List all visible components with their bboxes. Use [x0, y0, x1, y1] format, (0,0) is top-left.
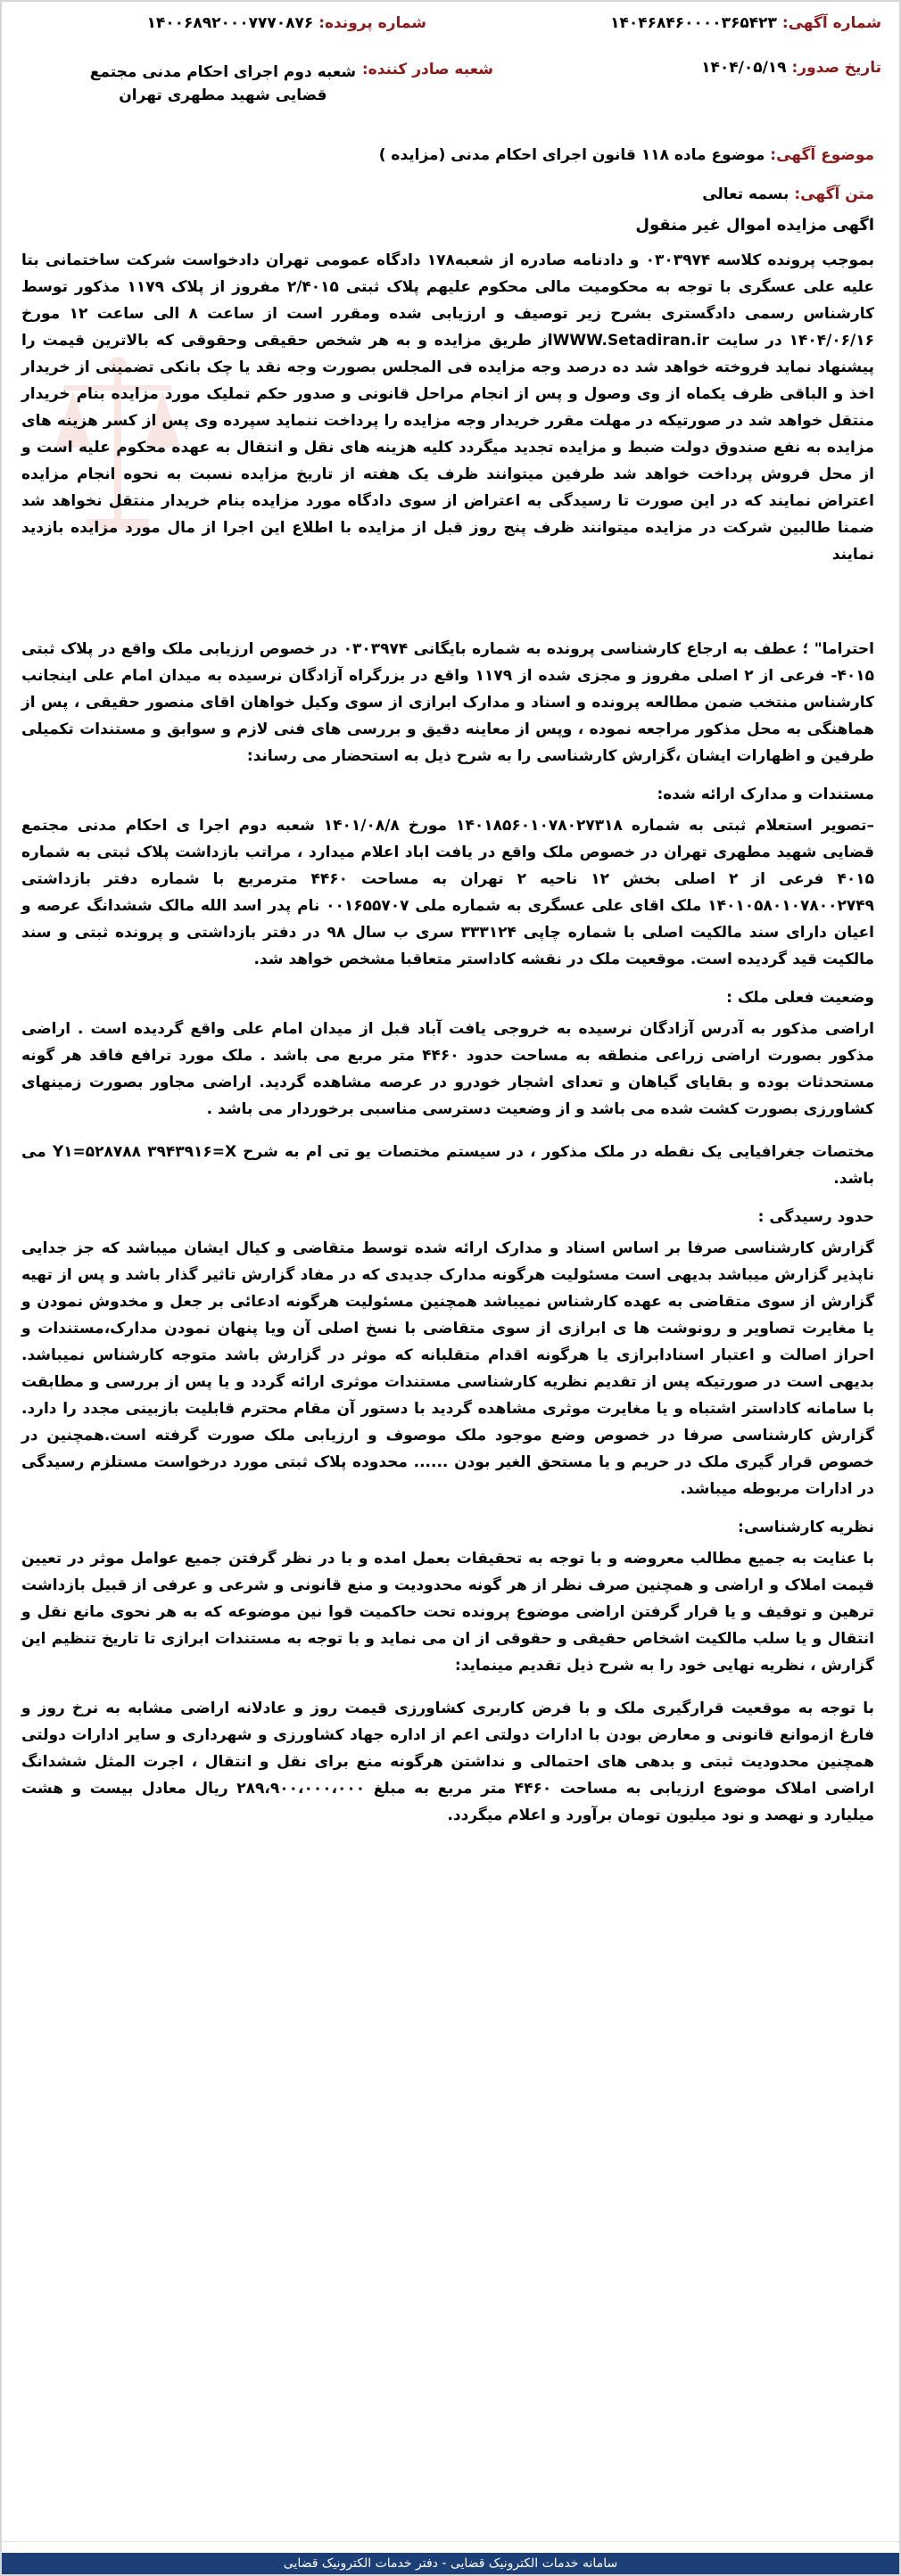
- ad-number-value: ۱۴۰۴۶۸۴۶۰۰۰۰۳۶۵۴۲۳: [610, 14, 777, 32]
- issuer-label: شعبه صادر کننده:: [361, 61, 493, 78]
- footer-text: سامانه خدمات الکترونیک قضایی - دفتر خدمات الکترونیک قضایی: [283, 2556, 618, 2571]
- section-current-status: وضعیت فعلی ملک :: [726, 989, 874, 1007]
- body-label-line: [21, 185, 874, 203]
- case-number-label: شماره پرونده:: [318, 14, 426, 32]
- section-opinion: نظریه کارشناسی:: [738, 1518, 874, 1536]
- footer-divider: [2, 2541, 899, 2542]
- subject-line: [21, 146, 874, 164]
- case-number-value: ۱۴۰۰۶۸۹۲۰۰۰۷۷۷۰۸۷۶: [146, 14, 314, 32]
- auction-paragraph: بموجب پرونده کلاسه ۰۳۰۳۹۷۴ و دادنامه صادره از شعبه۱۷۸ دادگاه عمومی تهران دادخواست شرکت ساختمانی بتا علیه علی عسگری با توجه به محکومیت مالی محکوم علیهم پلاک ثبتی ۲/۴۰۱۵ مفروز از پلاک ۱۱۷۹ مذکور توسط کارشناس رسمی دادگستری بشرح زیر توصیف و ارزیابی شده ومقرر است از ساعت ۸ الی ساعت ۱۲ مورخ ۱۴۰۴/۰۶/۱۶ در سایت WWW.Setadiran.irاز طریق مزایده و به هر شخص حقیقی وحقوقی که بالاترین قیمت را پیشنهاد نماید فروخته خواهد شد ده درصد وجه مزایده فی المجلس بصورت وجه نقد یا چک بانکی تضمینی از خریدار اخذ و الباقی ظرف یکماه از وی وصول و پس از انجام مراحل قانونی و صدور حکم تملیک مورد مزایده بنام خریدار منتقل خواهد شد در صورتیکه در مهلت مقرر خریدار وجه مزایده را پرداخت ننماید سپرده وی پس از کسر هزینه های مزایده به نفع صندوق دولت ضبط و مزایده تجدید میگردد کلیه هزینه های نقل و انتقال به عهده محکوم علیه است و از محل فروش پرداخت خواهد شد طرفین میتوانند ظرف یک هفته از تاریخ مزایده نسبت به نحوه انجام مزایده اعتراض نمایند که در این صورت تا رسیدگی به اعتراض از سوی دادگاه مورد مزایده بنام خریدار منتقل نخواهد شد ضمنا طالبین شرکت در مزایده میتوانند ظرف پنج روز قبل از مزایده با اطلاع این اجرا از مال مورد مزایده بازدید نمایند: [21, 251, 875, 564]
- current-status-paragraph: اراضی مذکور به آدرس آزادگان نرسیده به خروجی یافت آباد قبل از میدان امام علی واقع گردیده است . اراضی مذکور بصورت اراضی زراعی منطقه به مساحت حدود ۴۴۶۰ متر مربع می باشد . ملک مورد ترافع فاقد هر گونه مستحدثات بوده و بقایای گیاهان و تعدای اشجار خودرو در عرصه مشاهده گردید. اراضی مجاور بصورت زمینهای کشاورزی بصورت کشت شده می باشد و از وضعیت دسترسی مناسبی برخوردار می باشد .: [21, 1020, 875, 1118]
- section-scope: حدود رسیدگی :: [757, 1208, 874, 1226]
- opinion-paragraph: با عنایت به جمیع مطالب معروضه و با توجه به تحقیقات بعمل امده و با در نظر گرفتن جمیع عوامل موثر در تعیین قیمت املاک و اراضی و همچنین صرف نظر از هر گونه محدودیت و منع قانونی و شرعی و عرفی از قبیل بازداشت ترهین و توقیف و یا قرار گرفتن اراضی موضوع پرونده تحت حاکمیت قوا نین موضوعه که به هر نحوی مانع نقل و انتقال و یا سلب مالکیت اشخاص حقیقی و حقوقی از ان می نماید و با توجه به مستندات ابرازی تا تاریخ تنظیم این گزارش ، نظریه نهایی خود را به شرح ذیل تقدیم مینماید:: [21, 1550, 874, 1675]
- scope-paragraph: گزارش کارشناسی صرفا بر اساس اسناد و مدارک ارائه شده توسط متقاضی و کیال ایشان میباشد که جز جدایی ناپذیر گزارش میباشد بدیهی است مسئولیت هرگونه مدارک جدیدی که در مفاد گزارش تاثیر گذار باشد و پس از تهیه گزارش از سوی متقاضی به عهده کارشناس نمیباشد همچنین مسئولیت هرگونه ادعائی بر جعل و مخدوش نمودن و یا مغایرت تصاویر و رونوشت ها ی ابرازی از سوی متقاضی با نسخ اصلی آن ویا پنهان نمودن مدارک،مستندات و احراز اصالت و اعتبار اسنادابرازی یا هرگونه اقدام متقلبانه که موثر در گزارش باشد متوجه کارشناس نمیباشد. بدیهی است در صورتیکه پس از تقدیم نظریه کارشناسی مستندات موثری ارائه گردد و یا پس از بررسی و مطابقت با سامانه کاداستر اشتباه و یا مغایرت موثری مشاهده گردید با دستور آن مقام محترم قابلیت بازبینی مجدد را دارد. گزارش کارشناسی صرفا در خصوص وضع موجود ملک موصوف و ارزیابی ملک صورت گرفته است.همچنین در خصوص قرار گیری ملک در حریم و یا مستحق الغیر بودن ...... محدوده پلاک ثبتی مورد درخواست مستلزم رسیدگی در ادارات مربوطه میباشد.: [21, 1239, 874, 1498]
- ad-number-row: [610, 14, 881, 32]
- valuation-paragraph: با توجه به موقعیت قرارگیری ملک و با فرض کاربری کشاورزی قیمت روز و عادلانه اراضی مشابه به نرخ روز و فارغ ازموانع قانونی و معارض بودن با ادارات دولتی اعم از اداره جهاد کشاورزی و شهرداری و سایر ادارات دولتی همچنین محدودیت ثبتی و بدهی های احتمالی و نداشتن هرگونه منع برای نقل و انتقال ، اجرت المثل ششدانگ اراضی املاک موضوع ارزیابی به مساحت ۴۴۶۰ متر مربع به مبلغ ۲۸۹،۹۰۰،۰۰۰،۰۰۰ ریال معادل بیست و هشت میلیارد و نهصد و نود میلیون تومان برآورد و اعلام میگردد.: [21, 1700, 874, 1824]
- subject-label: موضوع آگهی:: [770, 146, 874, 164]
- ad-number-label: شماره آگهی:: [781, 14, 881, 32]
- expert-intro-paragraph: احتراما" ؛ عطف به ارجاع کارشناسی پرونده به شماره بایگانی ۰۳۰۳۹۷۴ در خصوص ارزیابی ملک واقع در پلاک ثبتی ۴۰۱۵- فرعی از ۲ اصلی مفروز و مجزی شده از ۱۱۷۹ واقع در بزرگراه آزادگان نرسیده به میدان امام علی اینجانب کارشناس منتخب ضمن مطالعه پرونده و اسناد و مدارک ابرازی از سوی وکیل خواهان اقای منصور حقیقی ، پس از هماهنگی به محل مذکور مراجعه نموده ، وپس از معاینه دقیق و بررسی های فنی لازم و سوابق و مستندات تکمیلی طرفین و اظهارات ایشان ،گزارش کارشناسی را به شرح ذیل به استحضار می رساند:: [21, 640, 875, 765]
- body-label: متن آگهی:: [794, 185, 874, 203]
- notice-title: اگهی مزایده اموال غیر منقول: [635, 216, 874, 235]
- coordinates-paragraph: مختصات جغرافیایی یک نقطه در ملک مذکور ، در سیستم مختصات یو تی ام به شرح Y۱=۵۲۸۷۸۸ ۳۹۴۳۹۱۶=X می باشد.: [21, 1143, 874, 1188]
- issuer-row: [89, 61, 493, 107]
- body-heading: بسمه تعالی: [702, 185, 789, 203]
- case-number-row: [146, 14, 426, 32]
- spacer: [21, 584, 874, 636]
- notice-header: [2, 2, 899, 136]
- footer-bar: [2, 2553, 899, 2574]
- section-documents: مستندات و مدارک ارائه شده:: [657, 786, 874, 803]
- notice-content: [21, 146, 874, 1845]
- documents-paragraph: –تصویر استعلام ثبتی به شماره ۱۴۰۱۸۵۶۰۱۰۷۸۰۲۷۳۱۸ مورخ ۱۴۰۱/۰۸/۸ شعبه دوم اجرا ی احکام مدنی مجتمع قضایی شهید مطهری تهران در خصوص ملک واقع در یافت اباد اعلام میدارد ، مراتب بازداشت پلاک ثبتی به شماره ۴۰۱۵ فرعی از ۲ اصلی بخش ۱۲ ناحیه ۲ تهران به مساحت ۴۴۶۰ مترمربع با شماره دفتر بازداشتی ۱۴۰۱۰۵۸۰۱۰۷۸۰۰۲۷۴۹ ملک اقای علی عسگری به شماره ملی ۰۰۱۶۵۵۷۰۷ نام پدر اسد الله مالک ششدانگ عرصه و اعیان دارای سند مالکیت اصلی با شماره چاپی ۳۳۳۱۲۴ سری ب سال ۹۸ در دفتر بازداشتی و پرونده ثبتی و سند مالکیت قید گردیده است. موقعیت ملک در نقشه کاداستر متعاقبا مشخص خواهد شد.: [21, 817, 875, 968]
- issue-date-label: تاریخ صدور:: [791, 59, 881, 77]
- issuer-value: شعبه دوم اجرای احکام مدنی مجتمع قضایی شهید مطهری تهران: [89, 63, 357, 104]
- issue-date-value: ۱۴۰۴/۰۵/۱۹: [701, 59, 787, 77]
- subject-value: موضوع ماده ۱۱۸ قانون اجرای احکام مدنی (مزایده ): [378, 146, 765, 164]
- issue-date-row: [701, 59, 881, 77]
